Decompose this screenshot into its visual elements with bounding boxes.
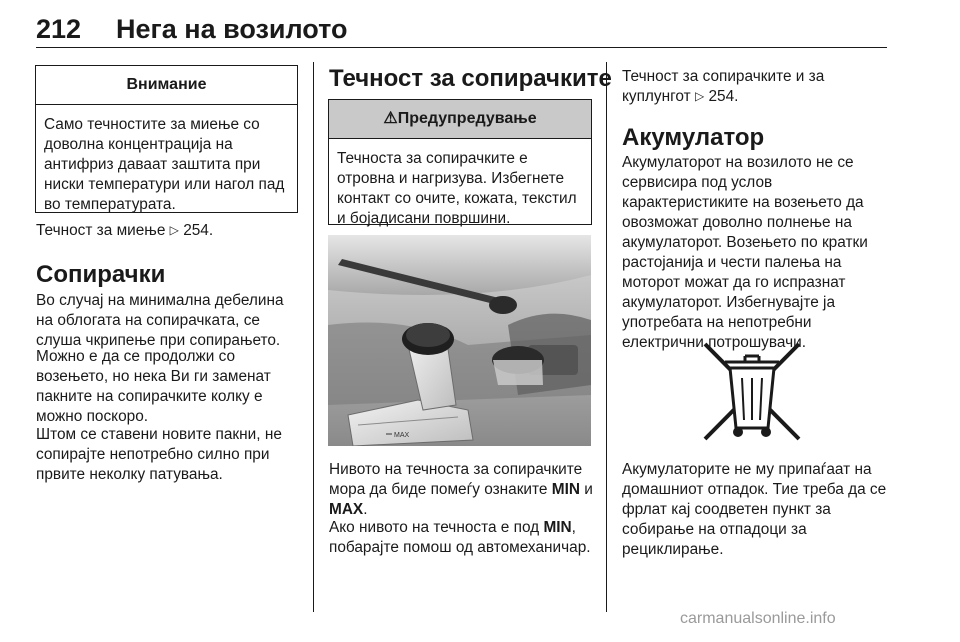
warning-header — [329, 100, 591, 139]
warning-box — [328, 99, 592, 225]
battery-heading: Акумулатор — [622, 124, 765, 151]
max-mark: MAX — [329, 501, 364, 518]
watermark: carmanualsonline.info — [680, 610, 836, 627]
brakes-paragraph-1: Во случај на минимална дебелина на облогата на сопирачката, се слуша чкрипење при сопирањето. — [36, 292, 284, 349]
crossed-bin-icon — [697, 340, 807, 443]
ref-wash-fluid — [36, 221, 298, 241]
ref-clutch-page: 254. — [708, 88, 739, 105]
brakes-paragraph-2: Можно е да се продолжи со возењето, но нека Ви ги заменат пакните на сопирачките колку е можно поскоро. — [36, 348, 271, 425]
fluid-level-text: Нивото на течноста за сопирачките мора да биде помеѓу ознаките — [329, 461, 583, 498]
caution-box — [35, 65, 298, 213]
ref-clutch-fluid — [622, 67, 882, 107]
brakes-paragraph-3: Штом се ставени новите пакни, не сопирајте непотребно силно при првите неколку патувања. — [36, 426, 282, 483]
warning-text: Течноста за сопирачките е отровна и нагризува. Избегнете контакт со очите, кожата, текстил и бојадисани површини. — [337, 150, 577, 227]
ref-wash-page: 254. — [183, 222, 214, 239]
brake-fluid-reservoir-image — [328, 235, 591, 446]
low-min-mark: MIN — [543, 519, 572, 536]
and-word: и — [584, 481, 593, 498]
low-level-paragraph — [329, 518, 597, 558]
low-level-text-2: , побарајте помош од автомеханичар. — [329, 519, 591, 556]
low-level-text: Ако нивото на течноста е под — [329, 519, 540, 536]
image-label-max: MAX — [394, 432, 410, 439]
ref-wash-label: Течност за миење — [36, 222, 166, 239]
page-number: 212 — [36, 14, 82, 44]
warning-title: Предупредување — [397, 110, 537, 127]
caution-text: Само течностите за миење со доволна концентрација на антифриз даваат заштита при ниски температури или нагол пад во температурата. — [44, 116, 285, 213]
header-rule — [36, 47, 887, 48]
battery-paragraph: Акумулаторот на возилото не се сервисира под услов карактеристиките на возењето да овозможат доволно полнење на акумулаторот. Возењето по кратки растојанија и чести палења на моторот можат да го испразнат акумулаторот. Избегнувајте ја употребата на непотребни електрични потрошувачи. — [622, 154, 868, 351]
column-divider-2 — [606, 62, 607, 612]
page-ref-icon: ▷ — [694, 89, 705, 103]
ref-clutch-label: Течност за сопирачките и за куплунгот — [622, 68, 825, 105]
brakes-heading: Сопирачки — [36, 261, 166, 288]
caution-title: Внимание — [36, 66, 297, 105]
fluid-level-paragraph — [329, 460, 597, 520]
page-header — [36, 14, 886, 54]
disposal-paragraph: Акумулаторите не му припаѓаат на домашниот отпадок. Тие треба да се фрлат кај соодветен пункт за собирање на отпадоци за рециклирање. — [622, 461, 887, 558]
brake-fluid-heading: Течност за сопирачките — [329, 65, 612, 92]
chapter-title: Нега на возилото — [116, 14, 348, 44]
warning-triangle-icon: ⚠ — [383, 110, 398, 127]
column-divider-1 — [313, 62, 314, 612]
min-mark: MIN — [551, 481, 580, 498]
period: . — [363, 501, 368, 518]
page-ref-icon: ▷ — [169, 223, 179, 237]
